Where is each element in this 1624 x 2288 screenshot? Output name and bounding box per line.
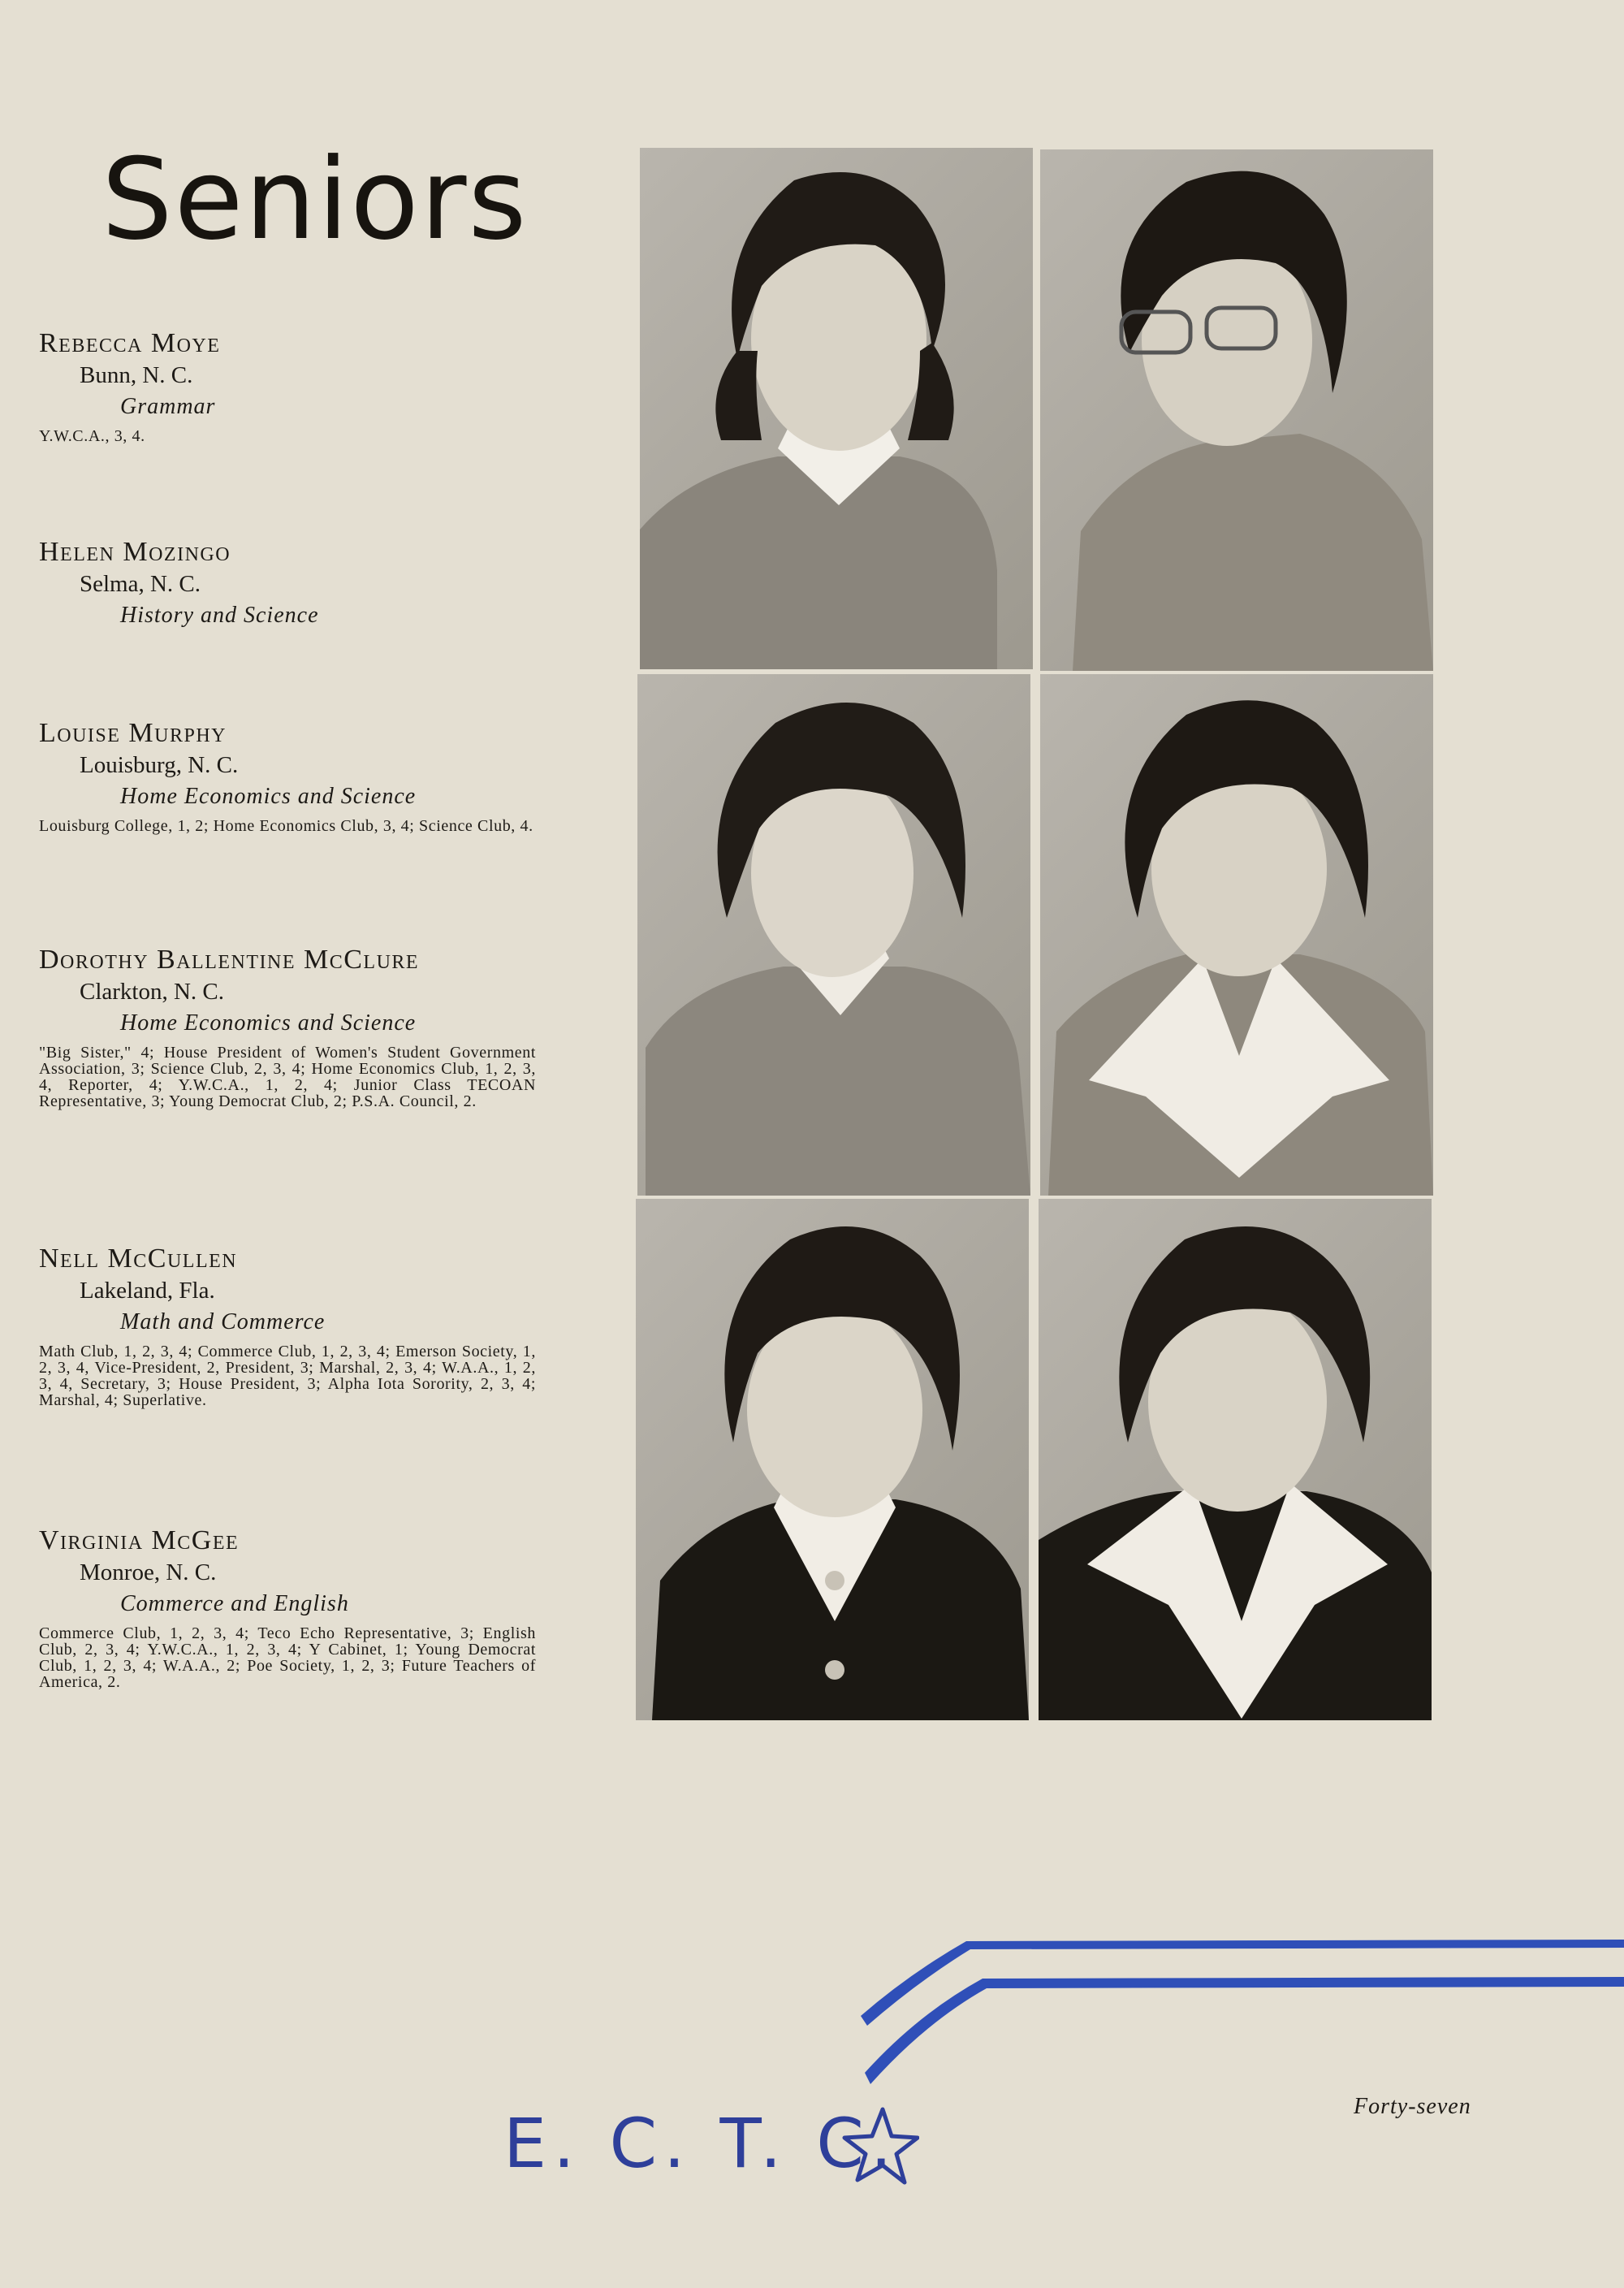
senior-activities: "Big Sister," 4; House President of Women's Student Government Association, 3; Science Club, 2, 3, 4; Home Economics Club, 1, 2, 3, 4, Reporter, 4; Y.W.C.A., 1, 2, 4; Junior Class TECOAN Representative, 3; Young Democrat Club, 2; P.S.A. Council, 2. [39,1044,536,1110]
portrait-photo [640,148,1033,669]
senior-entry-2 [39,536,536,637]
school-logo: E. C. T. C. [503,2104,899,2183]
page-number: Forty-seven [1354,2094,1471,2119]
ribbon-decoration [861,1925,1624,2087]
senior-hometown: Lakeland, Fla. [80,1278,215,1304]
senior-entry-1 [39,327,536,444]
senior-hometown: Selma, N. C. [80,571,201,597]
page-title: Seniors [102,134,529,265]
senior-activities: Y.W.C.A., 3, 4. [39,427,145,445]
senior-major: Math and Commerce [120,1309,326,1334]
senior-activities: Louisburg College, 1, 2; Home Economics Club, 3, 4; Science Club, 4. [39,817,533,835]
senior-entry-3 [39,717,536,834]
portrait-photo [1040,674,1433,1196]
portrait-grid [637,148,1433,1720]
senior-name: Helen Mozingo [39,537,231,567]
portrait-photo [1039,1199,1432,1720]
senior-major: Home Economics and Science [120,784,417,809]
senior-hometown: Clarkton, N. C. [80,979,225,1005]
senior-activities: Commerce Club, 1, 2, 3, 4; Teco Echo Representative, 3; English Club, 2, 3, 4; Y.W.C.A., 1, 2, 3, 4; Y Cabinet, 1; Young Democrat Club, 1, 2, 3, 4; W.A.A., 2; Poe Society, 1, 2, 3; Future Teachers of America, 2. [39,1624,536,1691]
senior-name: Louise Murphy [39,718,227,748]
senior-entry-4 [39,944,536,1109]
senior-major: Commerce and English [120,1591,349,1616]
senior-major: Home Economics and Science [120,1010,417,1036]
senior-hometown: Bunn, N. C. [80,362,193,388]
senior-name: Nell McCullen [39,1243,238,1274]
senior-name: Dorothy Ballentine McClure [39,945,420,975]
senior-entry-5 [39,1243,536,1408]
senior-major: History and Science [120,603,319,628]
star-icon [838,2105,919,2186]
portrait-photo [636,1199,1029,1720]
senior-name: Virginia McGee [39,1525,240,1555]
senior-hometown: Monroe, N. C. [80,1559,217,1585]
senior-hometown: Louisburg, N. C. [80,752,239,778]
portrait-photo [1040,149,1433,671]
senior-entry-6 [39,1525,536,1690]
portrait-photo [637,674,1030,1196]
senior-major: Grammar [120,394,216,419]
senior-activities: Math Club, 1, 2, 3, 4; Commerce Club, 1, 2, 3, 4; Emerson Society, 1, 2, 3, 4, Vice-President, 2, President, 3; Marshal, 2, 3, 4; W.A.A., 1, 2, 3, 4, Secretary, 3; House President, 3; Alpha Iota Sorority, 2, 3, 4; Marshal, 4; Superlative. [39,1343,536,1409]
senior-name: Rebecca Moye [39,328,221,358]
